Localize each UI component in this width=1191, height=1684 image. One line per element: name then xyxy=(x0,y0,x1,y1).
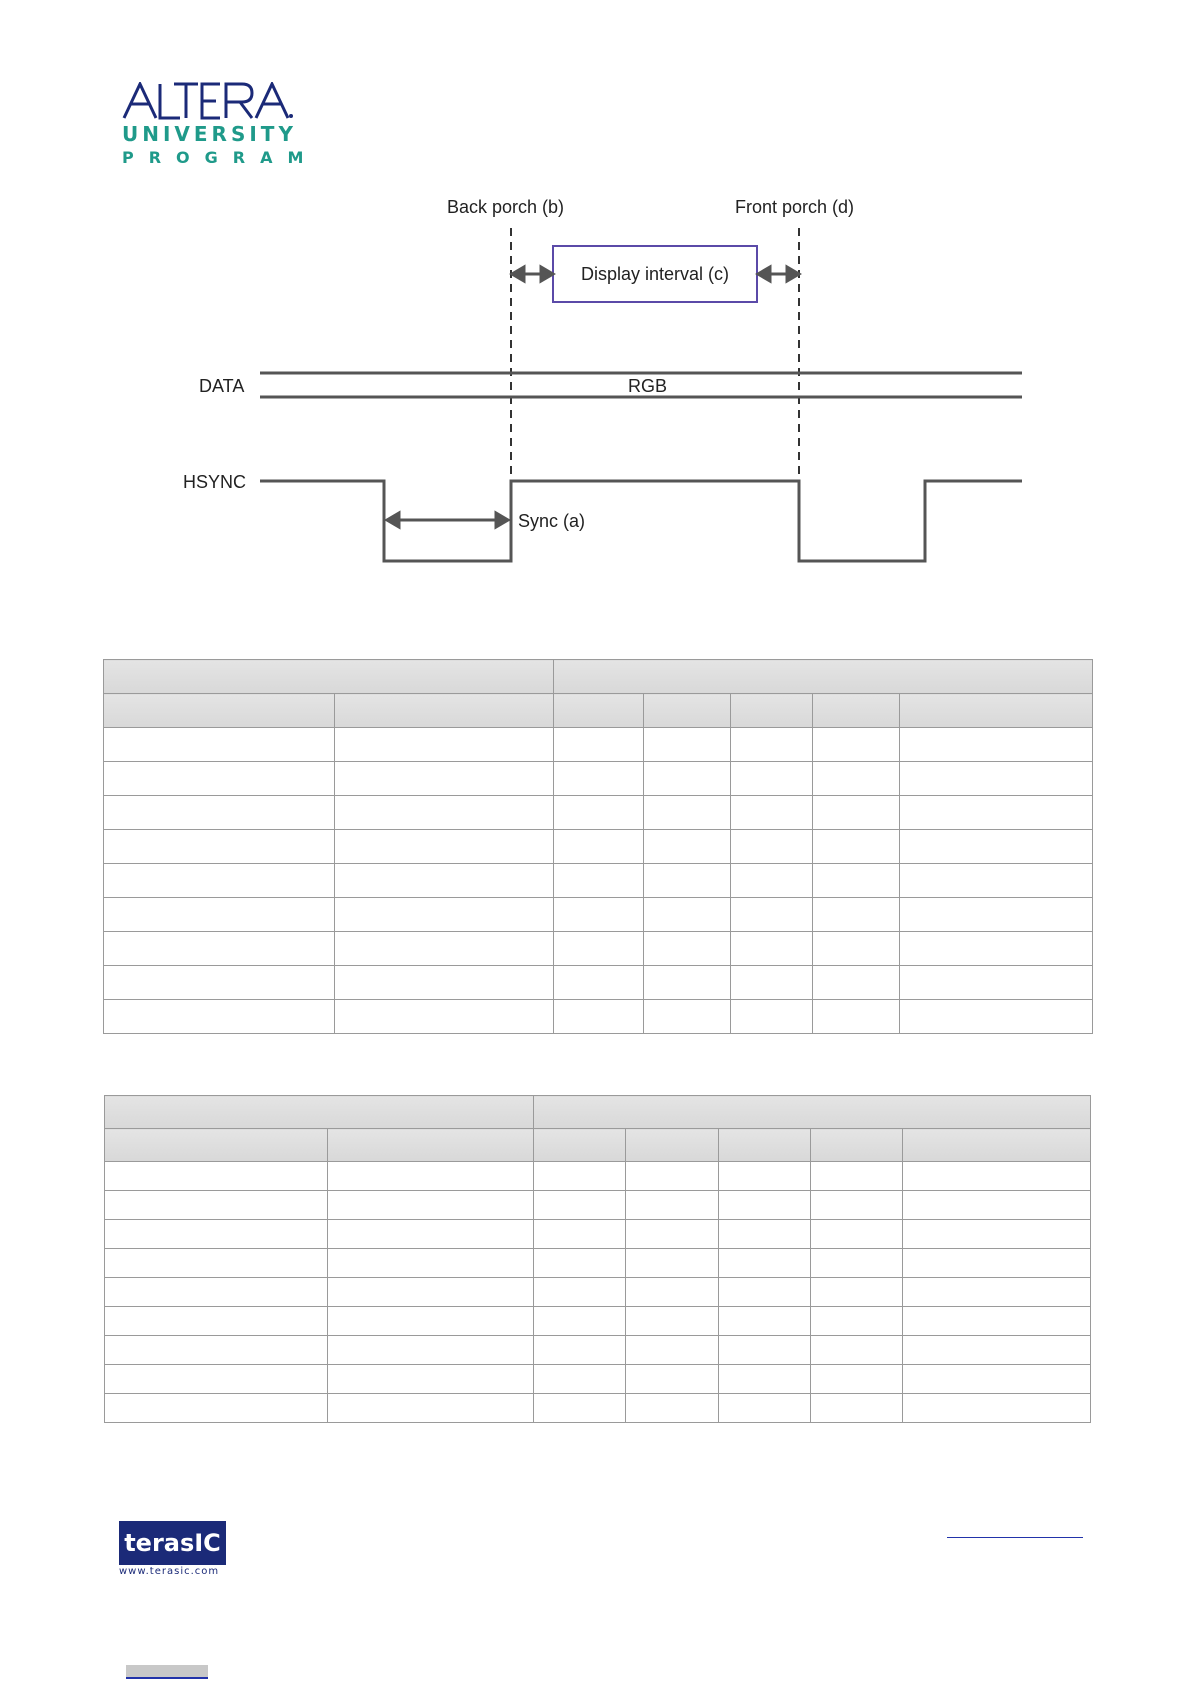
terasic-wordmark: terasIC xyxy=(119,1521,226,1565)
table-row xyxy=(105,1394,1091,1423)
front-porch-label: Front porch (d) xyxy=(735,197,855,217)
display-interval-label: Display interval (c) xyxy=(580,264,730,284)
table-row xyxy=(105,1365,1091,1394)
timing-table-2 xyxy=(104,1095,1091,1423)
table-row xyxy=(104,966,1093,1000)
back-porch-label: Back porch (b) xyxy=(447,197,565,217)
table-row xyxy=(105,1307,1091,1336)
table-row xyxy=(104,1000,1093,1034)
table-row xyxy=(105,1162,1091,1191)
table-row xyxy=(104,796,1093,830)
back-porch-arrow xyxy=(512,267,553,281)
sync-label: Sync (a) xyxy=(518,511,586,531)
table-header-row xyxy=(104,660,1093,694)
front-porch-arrow xyxy=(758,267,799,281)
table-row xyxy=(104,898,1093,932)
page-footer-bar xyxy=(126,1665,208,1679)
table-row xyxy=(104,830,1093,864)
sync-width-arrow xyxy=(387,513,508,527)
table-row xyxy=(104,932,1093,966)
logo-line-university: UNIVERSITY xyxy=(122,122,297,146)
hsync-timing-diagram xyxy=(0,0,1191,600)
rgb-label: RGB xyxy=(628,376,668,396)
terasic-url: www.terasic.com xyxy=(119,1566,220,1577)
logo-line-program: PROGRAM xyxy=(122,148,319,167)
footer-link[interactable] xyxy=(947,1537,1083,1538)
table-row xyxy=(104,864,1093,898)
timing-table-1 xyxy=(103,659,1093,1034)
table-header-row xyxy=(105,1096,1091,1129)
table-row xyxy=(105,1249,1091,1278)
terasic-logo xyxy=(119,1521,226,1577)
hsync-signal-label: HSYNC xyxy=(183,472,247,492)
table-subheader-row xyxy=(104,694,1093,728)
hsync-waveform xyxy=(260,481,1022,561)
data-signal-label: DATA xyxy=(199,376,245,396)
table-row xyxy=(105,1191,1091,1220)
table-row xyxy=(105,1220,1091,1249)
table-subheader-row xyxy=(105,1129,1091,1162)
table-row xyxy=(104,762,1093,796)
table-row xyxy=(104,728,1093,762)
table-row xyxy=(105,1278,1091,1307)
table-row xyxy=(105,1336,1091,1365)
